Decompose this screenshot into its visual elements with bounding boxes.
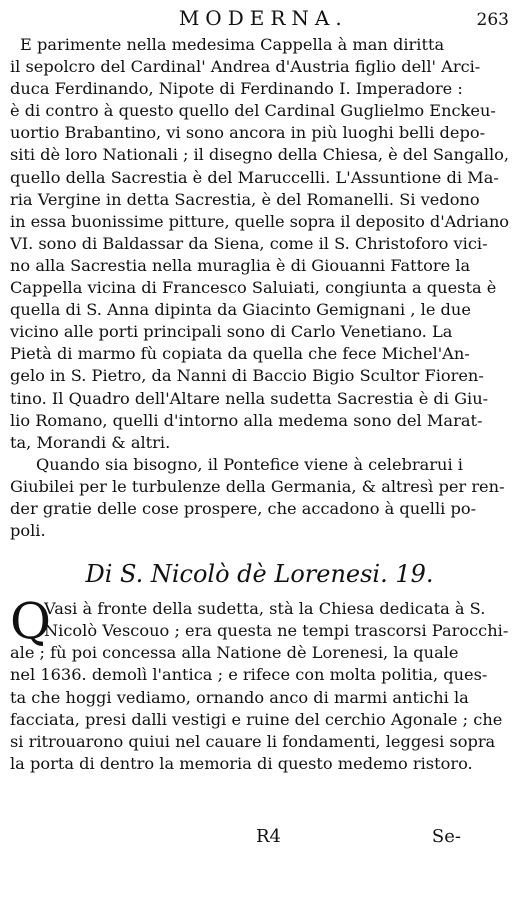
paragraph-cappella — [10, 34, 509, 454]
text-line: Nicolò Vescouo ; era questa ne tempi trascorsi Parocchi- — [44, 621, 509, 641]
page-number: 263 — [476, 10, 509, 30]
running-head — [10, 6, 509, 34]
text-line: la porta di dentro la memoria di questo medemo ristoro. — [10, 753, 473, 773]
text-line: E parimente nella medesima Cappella à man diritta — [20, 35, 445, 54]
text-line: der gratie delle cose prospere, che accadono à quelli po- — [10, 498, 477, 518]
running-title: MODERNA. — [178, 6, 348, 30]
text-line: Pietà di marmo fù copiata da quella che fece Michel'An- — [10, 344, 470, 364]
text-line: nel 1636. demolì l'antica ; e rifece con molta politia, ques- — [10, 665, 488, 685]
text-line: Giubilei per le turbulenze della Germania, & altresì per ren- — [10, 476, 505, 496]
section-heading: Di S. Nicolò dè Lorenesi. 19. — [85, 560, 434, 589]
text-line: poli. — [10, 521, 46, 541]
text-line: Cappella vicina di Francesco Saluiati, congiunta a questa è — [10, 278, 497, 298]
text-line: il sepolcro del Cardinal' Andrea d'Austria figlio dell' Arci- — [10, 57, 481, 77]
text-line: ale ; fù poi concessa alla Natione dè Lorenesi, la quale — [10, 643, 459, 663]
signature-mark: R4 — [256, 826, 282, 847]
paragraph-lorenesi — [10, 592, 509, 775]
text-line: ta, Morandi & altri. — [10, 432, 171, 452]
text-line: Quando sia bisogno, il Pontefice viene à celebrarui i — [36, 454, 463, 474]
text-line: in essa buonissime pitture, quelle sopra il deposito d'Adriano — [10, 211, 509, 231]
text-line: tino. Il Quadro dell'Altare nella sudetta Sacrestia è di Giu- — [10, 388, 489, 408]
text-line: lio Romano, quelli d'intorno alla medema sono del Marat- — [10, 410, 483, 430]
text-line: vicino alle porti principali sono di Carlo Venetiano. La — [10, 322, 453, 342]
text-line: facciata, presi dalli vestigi e ruine del cerchio Agonale ; che — [10, 709, 503, 729]
catchword: Se- — [431, 826, 461, 847]
text-line: VI. sono di Baldassar da Siena, come il S. Christoforo vici- — [10, 233, 488, 253]
paragraph-pontefice — [10, 454, 509, 542]
text-line: duca Ferdinando, Nipote di Ferdinando I. Imperadore : — [10, 79, 463, 99]
text-line: è di contro à questo quello del Cardinal Guglielmo Enckeu- — [10, 101, 496, 121]
text-line: gelo in S. Pietro, da Nanni di Baccio Bigio Scultor Fioren- — [10, 366, 484, 386]
text-line: si ritrouarono quiui nel cauare li fondamenti, leggesi sopra — [10, 731, 496, 751]
text-line: no alla Sacrestia nella muraglia è di Giouanni Fattore la — [10, 255, 471, 275]
text-line: siti dè loro Nationali ; il disegno della Chiesa, è del Sangallo, — [10, 145, 509, 165]
page-footer — [0, 826, 523, 850]
text-line: Vasi à fronte della sudetta, stà la Chiesa dedicata à S. — [44, 599, 486, 619]
drop-cap-initial: Q — [10, 592, 51, 651]
text-line: uortio Brabantino, vi sono ancora in più luoghi belli depo- — [10, 123, 486, 143]
text-line: ta che hoggi vediamo, ornando anco di marmi antichi la — [10, 687, 469, 707]
text-line: ria Vergine in detta Sacrestia, è del Romanelli. Si vedono — [10, 189, 480, 209]
text-line: quella di S. Anna dipinta da Giacinto Gemignani , le due — [10, 300, 471, 320]
text-line: quello della Sacrestia è del Maruccelli. L'Assuntione di Ma- — [10, 167, 499, 187]
